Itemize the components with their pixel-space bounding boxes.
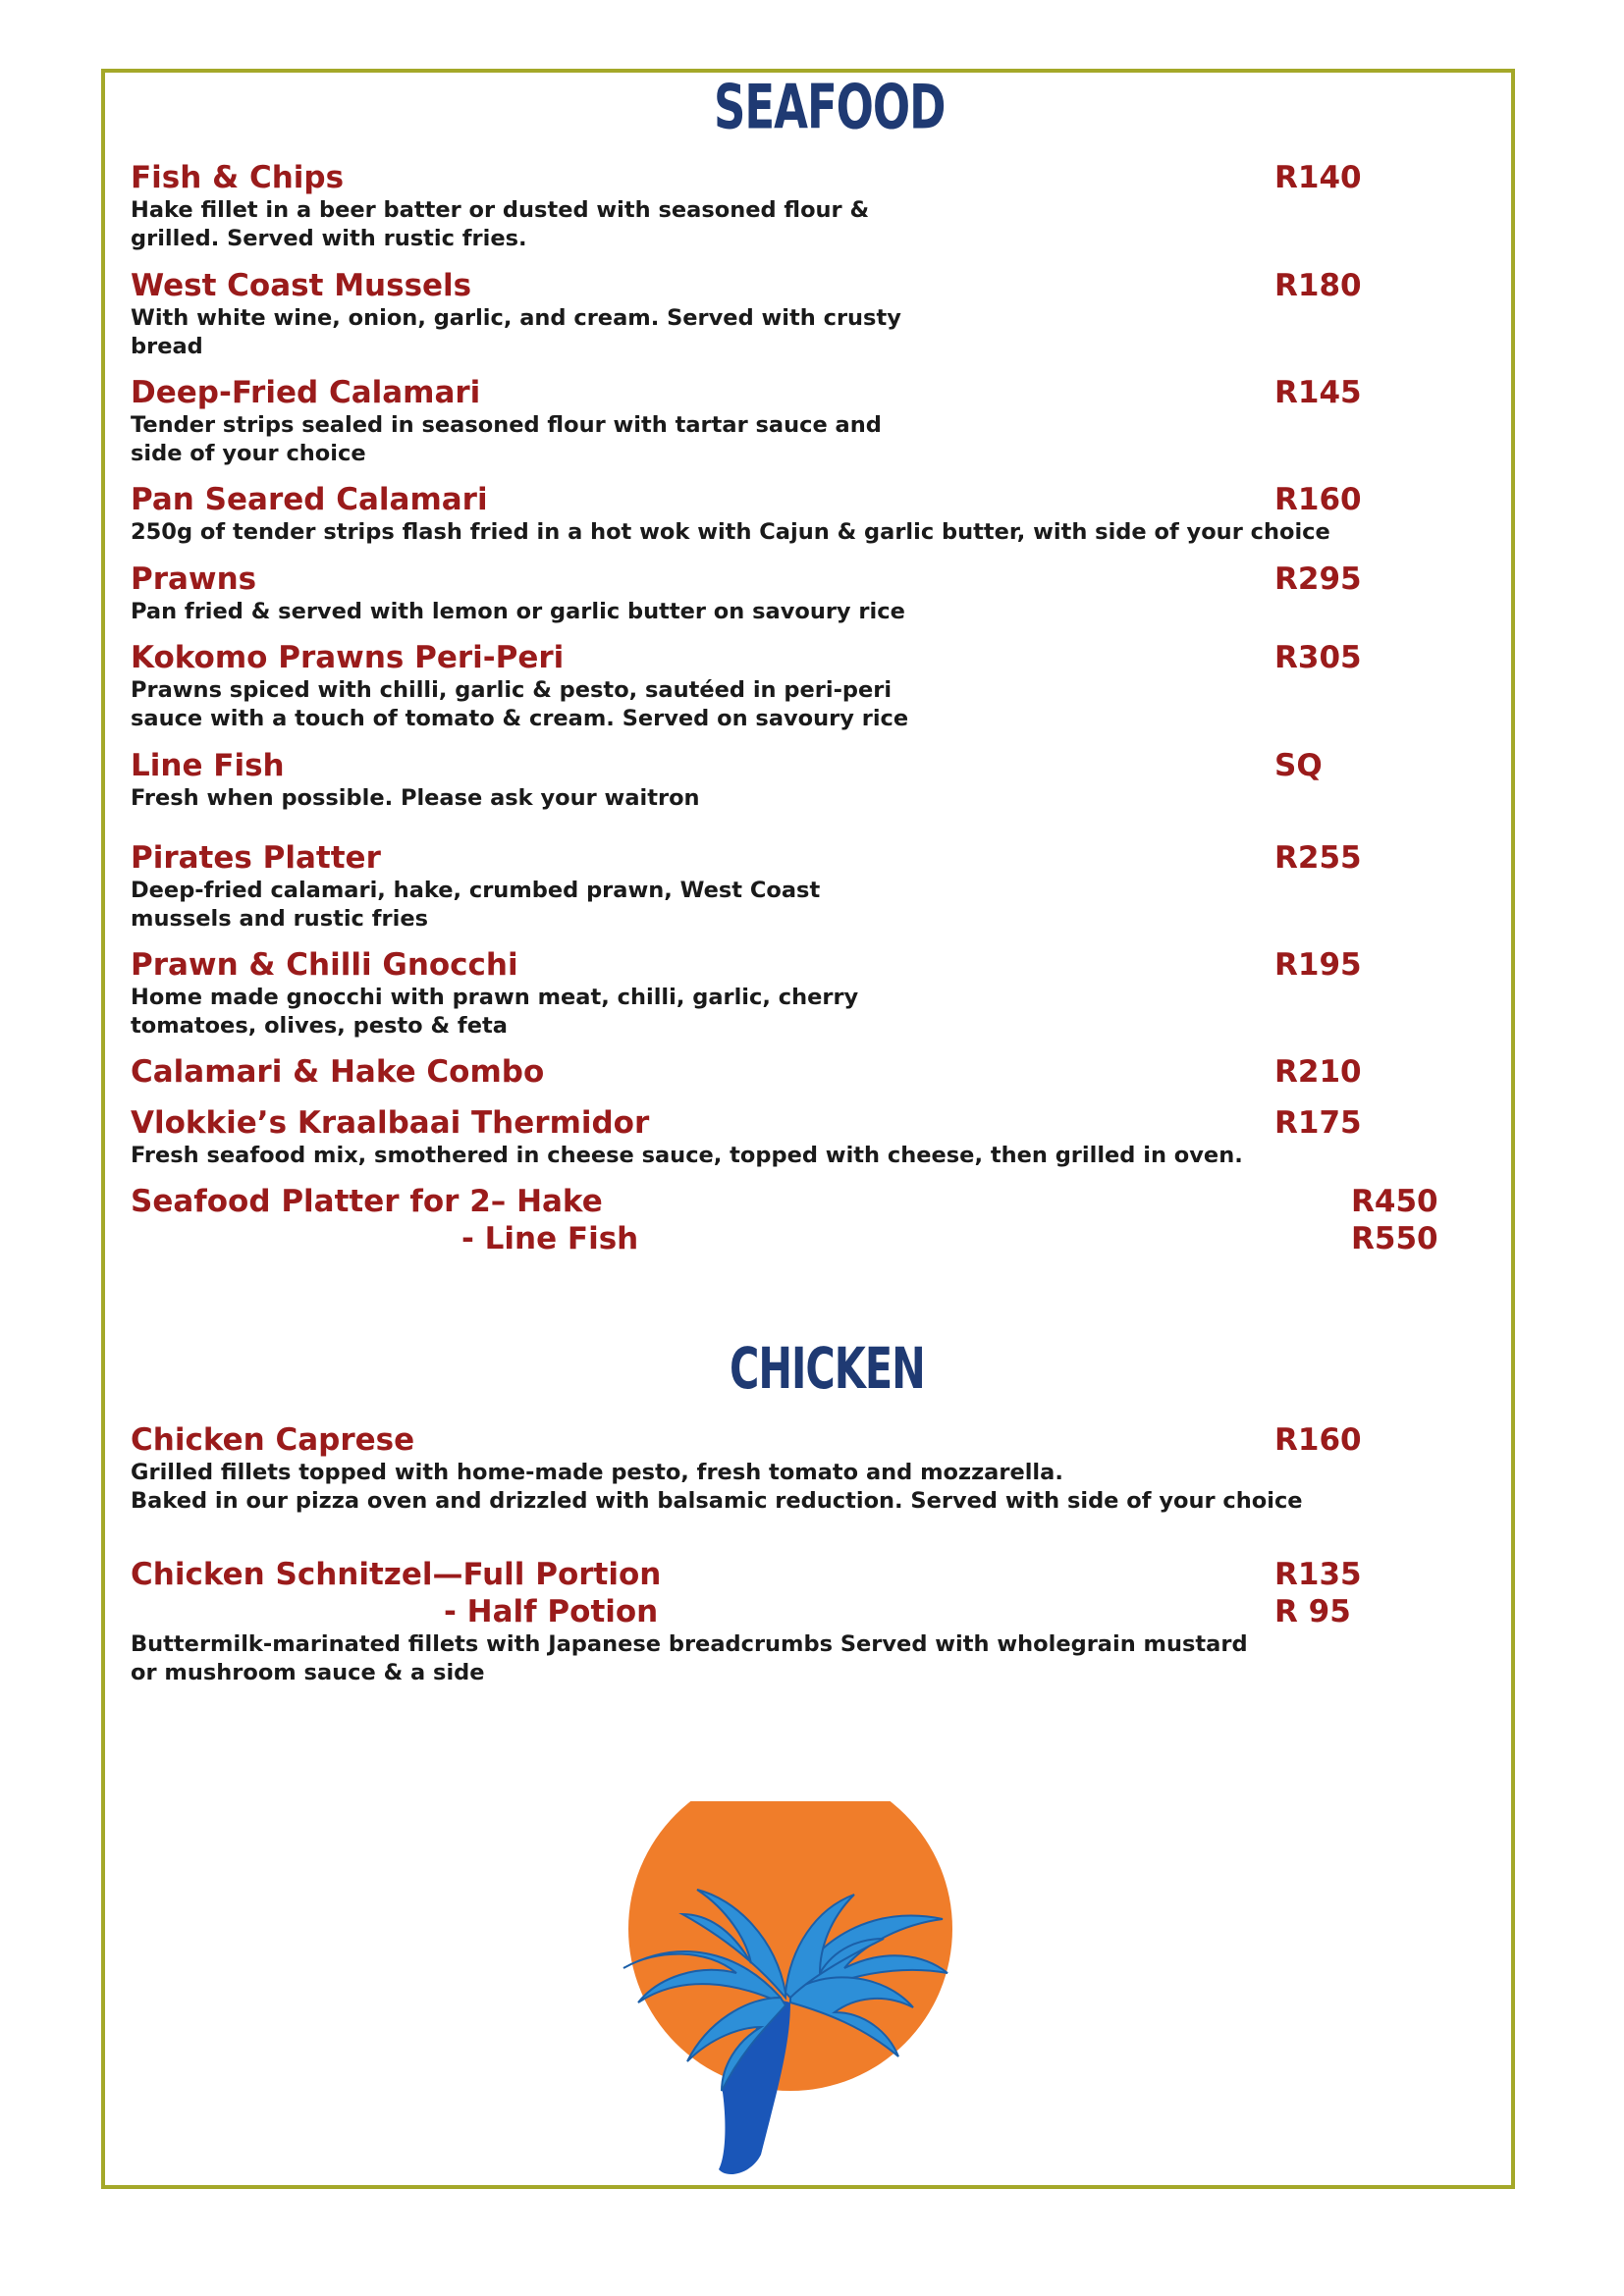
- platter-price-line-fish: R550: [1351, 1221, 1438, 1256]
- menu-item-description: Deep-fried calamari, hake, crumbed prawn, West Coast mussels and rustic fries: [131, 878, 821, 932]
- menu-item-description: Pan fried & served with lemon or garlic butter on savoury rice: [131, 599, 905, 624]
- sun-circle: [628, 1801, 952, 2091]
- menu-item-description: Prawns spiced with chilli, garlic & pesto, sautéed in peri-peri sauce with a touch of tomato & cream. Served on savoury rice: [131, 677, 909, 731]
- menu-item-name: Prawns: [131, 561, 257, 597]
- chicken-heading: CHICKEN: [730, 1335, 925, 1402]
- menu-item-name: Chicken Caprese: [131, 1422, 415, 1458]
- menu-item-name: Prawn & Chilli Gnocchi: [131, 947, 518, 983]
- menu-item-description: Fresh seafood mix, smothered in cheese sauce, topped with cheese, then grilled in oven.: [131, 1143, 1243, 1168]
- menu-item-description: Tender strips sealed in seasoned flour with tartar sauce and side of your choice: [131, 412, 882, 466]
- schnitzel-price-full: R135: [1274, 1557, 1362, 1592]
- menu-item-description: 250g of tender strips flash fried in a hot wok with Cajun & garlic butter, with side of your choice: [131, 519, 1330, 545]
- schnitzel-name: Chicken Schnitzel—Full Portion: [131, 1557, 662, 1592]
- menu-item-price: R180: [1274, 268, 1362, 303]
- menu-item-price: R175: [1274, 1105, 1362, 1141]
- palm-tree-logo: [589, 1801, 982, 2194]
- menu-item-price: R160: [1274, 1422, 1362, 1458]
- menu-item-description: Home made gnocchi with prawn meat, chilli, garlic, cherry tomatoes, olives, pesto & feta: [131, 985, 859, 1039]
- menu-item-name: Line Fish: [131, 748, 285, 783]
- menu-item-name: West Coast Mussels: [131, 268, 472, 303]
- menu-item-description: Buttermilk-marinated fillets with Japanese breadcrumbs Served with wholegrain mustard or mushroom sauce & a side: [131, 1631, 1248, 1685]
- schnitzel-option-half: - Half Potion: [444, 1594, 659, 1629]
- menu-item-name: Calamari & Hake Combo: [131, 1054, 545, 1090]
- menu-item-description: Fresh when possible. Please ask your waitron: [131, 785, 700, 811]
- menu-item-name: Kokomo Prawns Peri-Peri: [131, 640, 565, 675]
- menu-item-price: R195: [1274, 947, 1362, 983]
- platter-option-line-fish: - Line Fish: [461, 1221, 639, 1256]
- menu-item-price: R140: [1274, 160, 1362, 195]
- schnitzel-price-half: R 95: [1274, 1594, 1351, 1629]
- menu-item-description: Hake fillet in a beer batter or dusted with seasoned flour & grilled. Served with rustic fries.: [131, 197, 870, 251]
- menu-item-price: SQ: [1274, 748, 1323, 783]
- menu-item-name: Pirates Platter: [131, 840, 381, 876]
- menu-item-price: R145: [1274, 375, 1362, 410]
- menu-item-description: Grilled fillets topped with home-made pesto, fresh tomato and mozzarella. Baked in our pizza oven and drizzled with balsamic reduction. Served with side of your choice: [131, 1460, 1303, 1514]
- menu-item-description: With white wine, onion, garlic, and cream. Served with crusty bread: [131, 305, 901, 359]
- menu-item-price: R160: [1274, 482, 1362, 517]
- seafood-heading: SEAFOOD: [714, 71, 946, 143]
- menu-item-price: R295: [1274, 561, 1362, 597]
- menu-item-name: Vlokkie’s Kraalbaai Thermidor: [131, 1105, 650, 1141]
- platter-price-hake: R450: [1351, 1184, 1438, 1219]
- menu-item-price: R305: [1274, 640, 1362, 675]
- menu-item-name: Fish & Chips: [131, 160, 345, 195]
- menu-item-price: R210: [1274, 1054, 1362, 1090]
- menu-item-name: Deep-Fried Calamari: [131, 375, 481, 410]
- menu-item-price: R255: [1274, 840, 1362, 876]
- menu-item-name: Pan Seared Calamari: [131, 482, 488, 517]
- platter-name: Seafood Platter for 2– Hake: [131, 1184, 603, 1219]
